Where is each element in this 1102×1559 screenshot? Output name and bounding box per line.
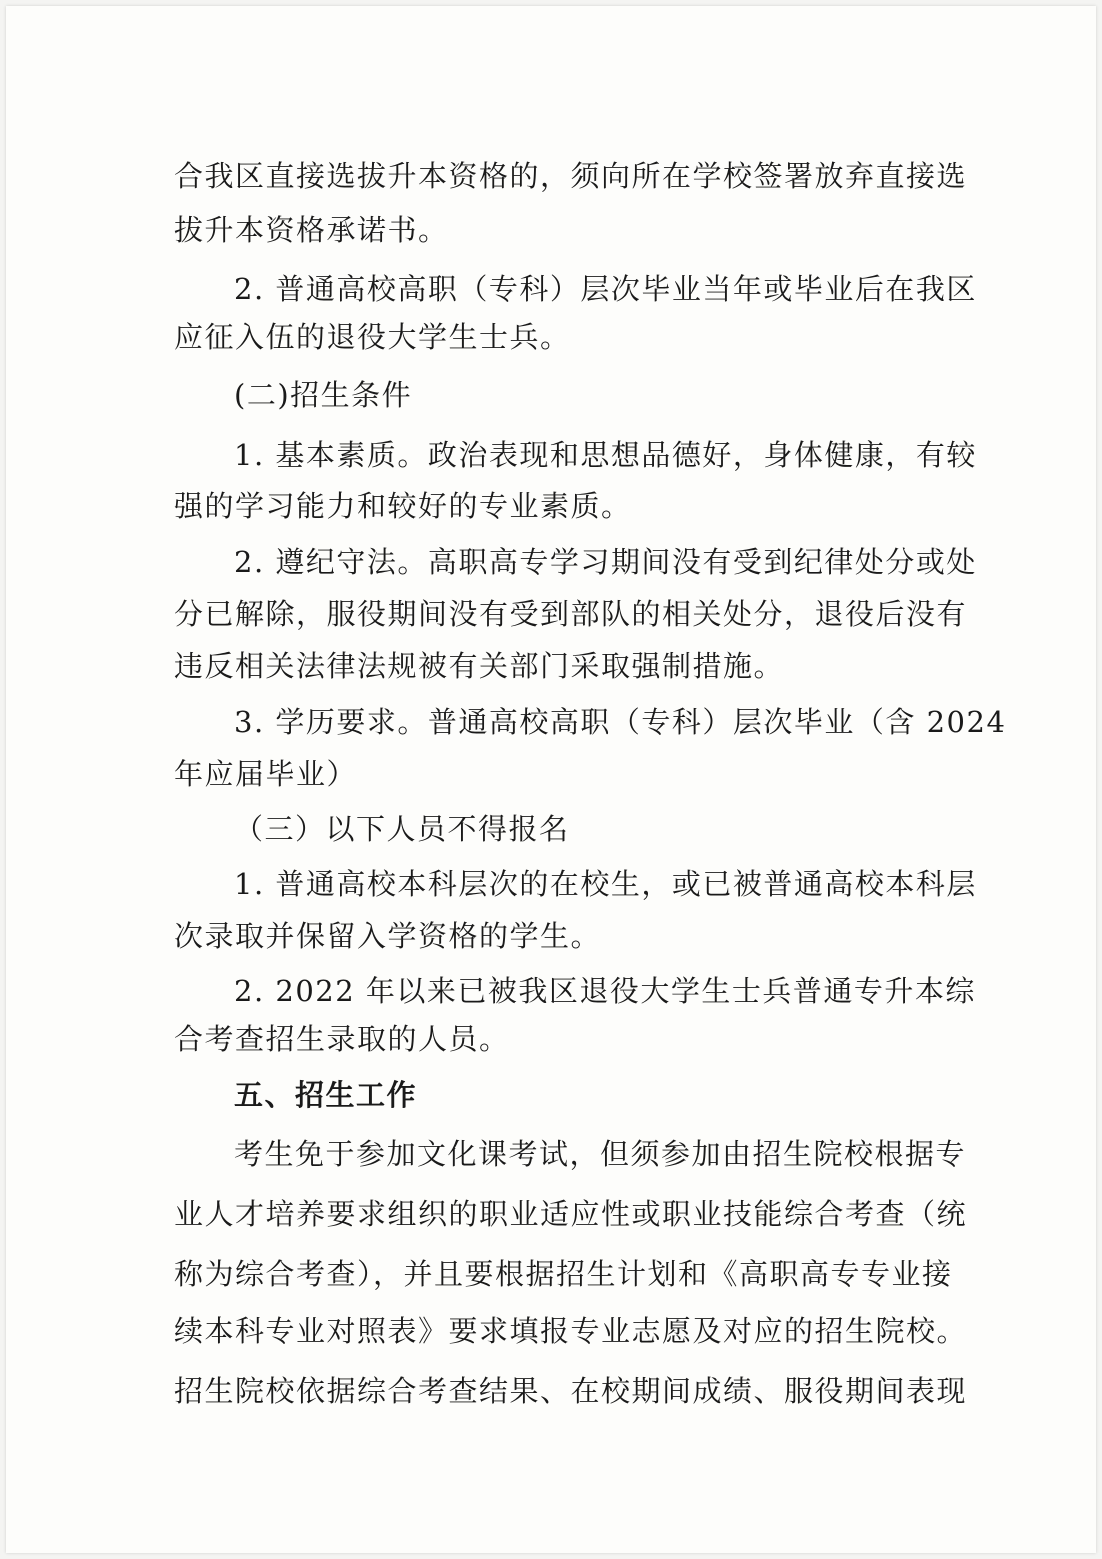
text-line: 3. 学历要求。普通高校高职（专科）层次毕业（含 2024 [234,705,1007,739]
text-line: 称为综合考查），并且要根据招生计划和《高职高专专业接 [174,1257,953,1291]
text-line: 拔升本资格承诺书。 [174,213,449,247]
text-line: 应征入伍的退役大学生士兵。 [174,320,571,354]
document-page [6,6,1096,1553]
text-line: 违反相关法律法规被有关部门采取强制措施。 [174,649,785,683]
section-heading: （三）以下人员不得报名 [234,812,570,846]
text-line: 2. 遵纪守法。高职高专学习期间没有受到纪律处分或处 [234,545,977,579]
text-line: 合考查招生录取的人员。 [174,1022,510,1056]
text-line: 1. 普通高校本科层次的在校生，或已被普通高校本科层 [234,867,977,901]
text-line: 强的学习能力和较好的专业素质。 [174,489,632,523]
chapter-heading: 五、招生工作 [234,1078,418,1112]
section-heading: (二)招生条件 [234,378,413,412]
text-line: 考生免于参加文化课考试，但须参加由招生院校根据专 [234,1137,967,1171]
text-line: 续本科专业对照表》要求填报专业志愿及对应的招生院校。 [174,1314,968,1348]
text-line: 2. 2022 年以来已被我区退役大学生士兵普通专升本综 [234,974,976,1008]
text-line: 年应届毕业） [174,757,358,791]
text-line: 2. 普通高校高职（专科）层次毕业当年或毕业后在我区 [234,272,977,306]
text-line: 业人才培养要求组织的职业适应性或职业技能综合考查（统 [174,1197,968,1231]
text-line: 招生院校依据综合考查结果、在校期间成绩、服役期间表现 [174,1374,968,1408]
text-line: 分已解除，服役期间没有受到部队的相关处分，退役后没有 [174,597,968,631]
text-line: 合我区直接选拔升本资格的，须向所在学校签署放弃直接选 [174,159,968,193]
text-line: 次录取并保留入学资格的学生。 [174,919,602,953]
text-line: 1. 基本素质。政治表现和思想品德好，身体健康，有较 [234,438,977,472]
